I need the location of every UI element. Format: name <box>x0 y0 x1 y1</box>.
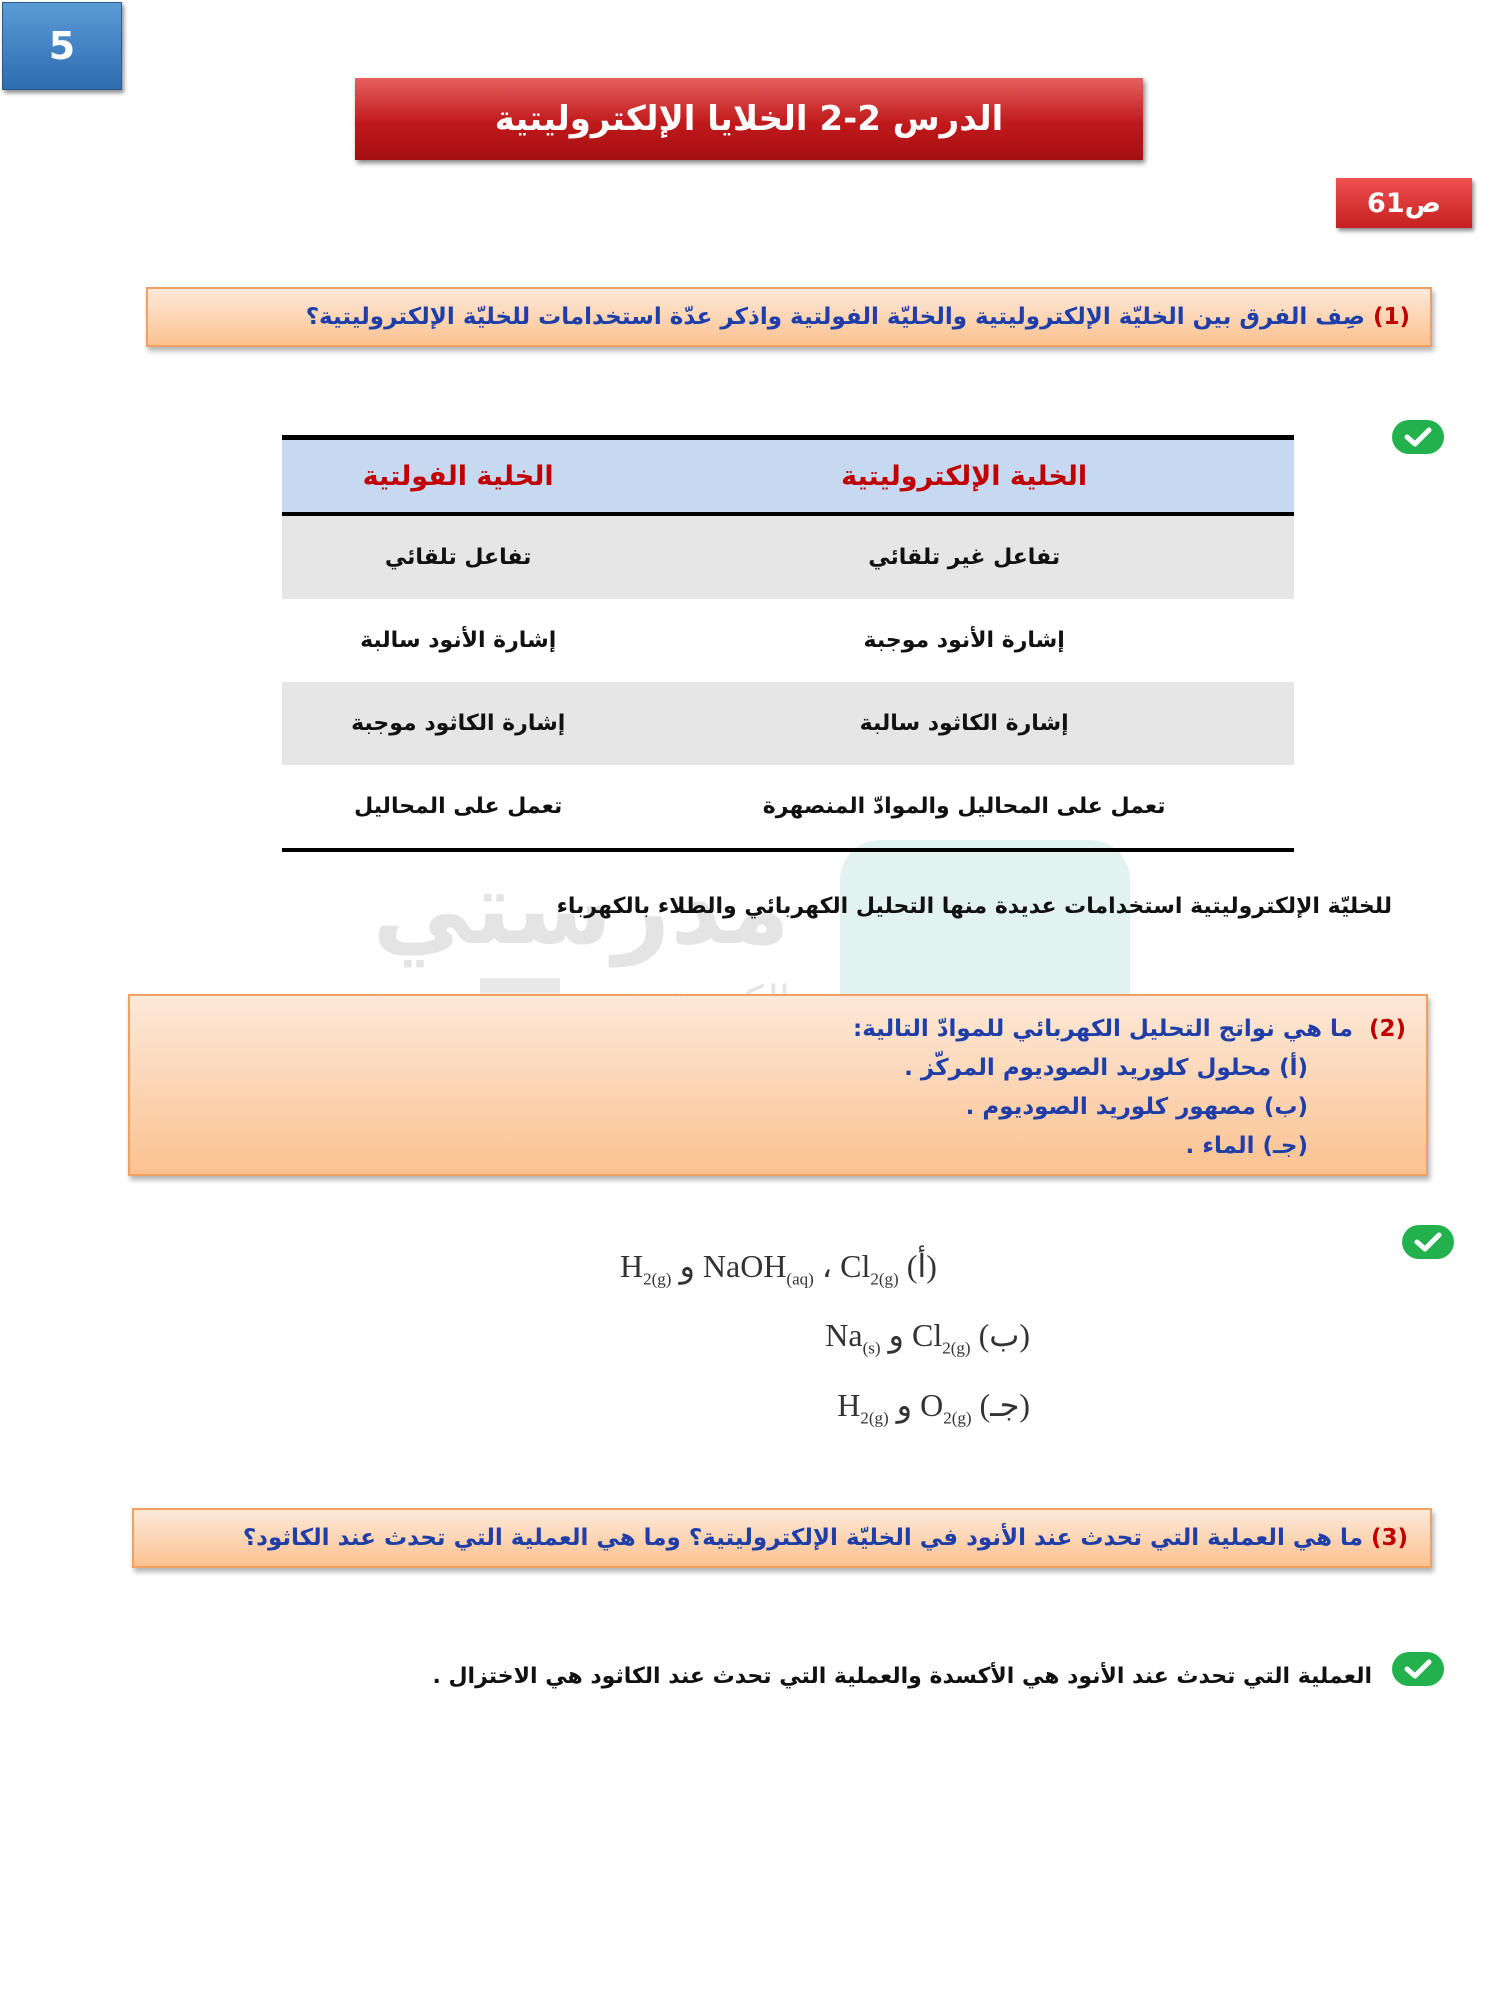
question-2-line <box>130 1010 1406 1049</box>
formula-label: (جـ) <box>979 1386 1030 1423</box>
formula-sub: 2(g) <box>643 1269 672 1289</box>
question-1-box <box>146 287 1432 347</box>
question-2-item-c: (جـ) الماء . <box>1185 1133 1308 1159</box>
question-3-box <box>132 1508 1432 1568</box>
lesson-title: الدرس 2-2 الخلايا الإلكتروليتية <box>355 78 1143 160</box>
formula-sub: 2(g) <box>870 1269 899 1289</box>
formula-sub: 2(g) <box>942 1338 971 1358</box>
formula-sub: (s) <box>862 1338 881 1358</box>
table-row <box>282 599 1294 682</box>
table-cell: تفاعل غير تلقائي <box>634 514 1294 599</box>
answer-2-formulas <box>620 1238 1040 1446</box>
answer-1-uses: للخليّة الإلكتروليتية استخدامات عديدة منها التحليل الكهربائي والطلاء بالكهرباء <box>556 894 1392 919</box>
table-cell: تعمل على المحاليل <box>282 765 634 850</box>
question-2-number: (2) <box>1368 1016 1406 1042</box>
formula-h2: H <box>620 1248 644 1284</box>
formula-label: (أ) <box>906 1248 937 1284</box>
question-2-box <box>128 994 1428 1176</box>
table-row <box>282 514 1294 599</box>
question-2-item-b: (ب) مصهور كلوريد الصوديوم . <box>965 1094 1308 1120</box>
answer-2-line-a <box>620 1238 1040 1307</box>
formula-cl2: Cl <box>912 1317 943 1354</box>
formula-cl2: Cl <box>840 1248 871 1284</box>
page-reference: ص61 <box>1336 178 1472 228</box>
formula-sub: 2(g) <box>860 1408 889 1428</box>
watermark-name: مدرستي <box>372 850 790 967</box>
table-row <box>282 765 1294 850</box>
formula-o2: O <box>920 1386 944 1423</box>
check-icon <box>1392 1652 1444 1686</box>
formula-na: Na <box>825 1317 863 1354</box>
formula-and: و <box>679 1248 695 1284</box>
question-2-item-a: (أ) محلول كلوريد الصوديوم المركّز . <box>904 1055 1308 1081</box>
check-icon <box>1392 420 1444 454</box>
question-3-number: (3) <box>1370 1525 1408 1551</box>
answer-2-line-c <box>620 1377 1040 1446</box>
formula-sub: (aq) <box>786 1269 814 1289</box>
table-cell: إشارة الكاثود موجبة <box>282 682 634 765</box>
question-3-text: ما هي العملية التي تحدث عند الأنود في الخليّة الإلكتروليتية؟ وما هي العملية التي تحدث عند الكاثود؟ <box>242 1525 1363 1551</box>
table-cell: إشارة الأنود موجبة <box>863 628 1065 653</box>
comparison-table <box>282 435 1294 852</box>
table-header-row <box>282 438 1294 515</box>
question-1-number: (1) <box>1372 304 1410 330</box>
check-icon <box>1402 1225 1454 1259</box>
header-voltaic-cell: الخلية الفولتية <box>282 438 634 515</box>
table-row <box>282 682 1294 765</box>
page-number: 5 <box>2 2 122 90</box>
header-electrolytic-cell: الخلية الإلكتروليتية <box>634 438 1294 515</box>
question-2-text: ما هي نواتج التحليل الكهربائي للموادّ التالية: <box>853 1016 1353 1042</box>
formula-sub: 2(g) <box>943 1408 972 1428</box>
table-cell: إشارة الأنود سالبة <box>360 628 557 653</box>
formula-h2: H <box>837 1386 861 1423</box>
answer-2-line-b <box>620 1307 1040 1376</box>
formula-and: و <box>888 1317 904 1354</box>
formula-separator: ، <box>821 1248 833 1284</box>
question-1-text: صِف الفرق بين الخليّة الإلكتروليتية والخليّة الفولتية واذكر عدّة استخدامات للخليّة الإلكتروليتية؟ <box>305 304 1365 330</box>
table-cell: تعمل على المحاليل والموادّ المنصهرة <box>634 765 1294 850</box>
formula-and: و <box>896 1386 913 1423</box>
formula-naoh: NaOH <box>702 1248 787 1284</box>
table-cell: إشارة الكاثود سالبة <box>634 682 1294 765</box>
table-cell: تفاعل تلقائي <box>282 514 634 599</box>
formula-label: (ب) <box>978 1317 1030 1354</box>
answer-3-text: العملية التي تحدث عند الأنود هي الأكسدة والعملية التي تحدث عند الكاثود هي الاختزال . <box>432 1664 1372 1689</box>
